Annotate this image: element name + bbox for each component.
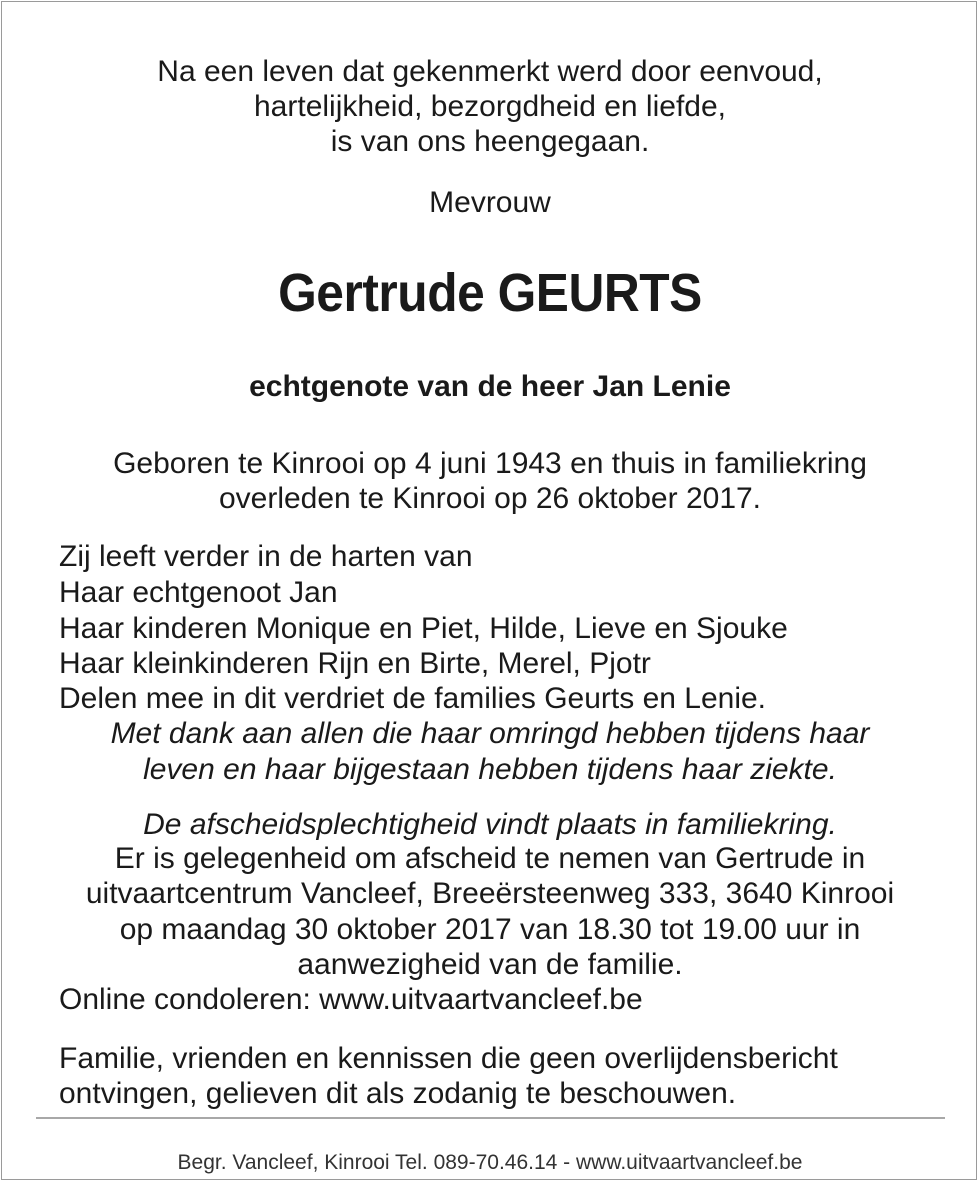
birth-line: Geboren te Kinrooi op 4 juni 1943 en thuis in familiekring: [113, 447, 867, 480]
salutation: Mevrouw: [429, 186, 551, 219]
death-line: overleden te Kinrooi op 26 oktober 2017.: [218, 482, 762, 515]
ceremony-line-3: op maandag 30 oktober 2017 van 18.30 tot 19.00 uur in: [119, 913, 861, 946]
intro-line-3: is van ons heengegaan.: [330, 125, 650, 158]
family-line-3: Haar kinderen Monique en Piet, Hilde, Lieve en Sjouke: [59, 612, 788, 645]
spouse-line: echtgenote van de heer Jan Lenie: [249, 370, 731, 403]
ceremony-italic-line: De afscheidsplechtigheid vindt plaats in familiekring.: [143, 808, 837, 841]
family-line-2: Haar echtgenoot Jan: [59, 576, 338, 609]
deceased-name: Gertrude GEURTS: [278, 263, 702, 323]
footer-divider: [36, 1117, 945, 1119]
ceremony-line-1: Er is gelegenheid om afscheid te nemen van Gertrude in: [114, 842, 866, 875]
family-line-5: Delen mee in dit verdriet de families Geurts en Lenie.: [59, 682, 767, 715]
intro-line-2: hartelijkheid, bezorgdheid en liefde,: [254, 90, 726, 123]
ceremony-line-2: uitvaartcentrum Vancleef, Breeërsteenweg 333, 3640 Kinrooi: [85, 877, 895, 910]
family-line-1: Zij leeft verder in de harten van: [59, 540, 473, 573]
notice-line-2: ontvingen, gelieven dit als zodanig te beschouwen.: [59, 1077, 737, 1110]
thanks-line-1: Met dank aan allen die haar omringd hebben tijdens haar: [110, 717, 870, 750]
intro-line-1: Na een leven dat gekenmerkt werd door eenvoud,: [157, 55, 823, 88]
thanks-line-2: leven en haar bijgestaan hebben tijdens haar ziekte.: [143, 753, 837, 786]
funeral-home-footer: Begr. Vancleef, Kinrooi Tel. 089-70.46.14 - www.uitvaartvancleef.be: [177, 1151, 803, 1174]
ceremony-line-4: aanwezigheid van de familie.: [297, 948, 683, 981]
family-line-4: Haar kleinkinderen Rijn en Birte, Merel, Pjotr: [59, 647, 651, 680]
notice-line-1: Familie, vrienden en kennissen die geen overlijdensbericht: [59, 1042, 838, 1075]
condolence-line: Online condoleren: www.uitvaartvancleef.be: [59, 983, 643, 1016]
